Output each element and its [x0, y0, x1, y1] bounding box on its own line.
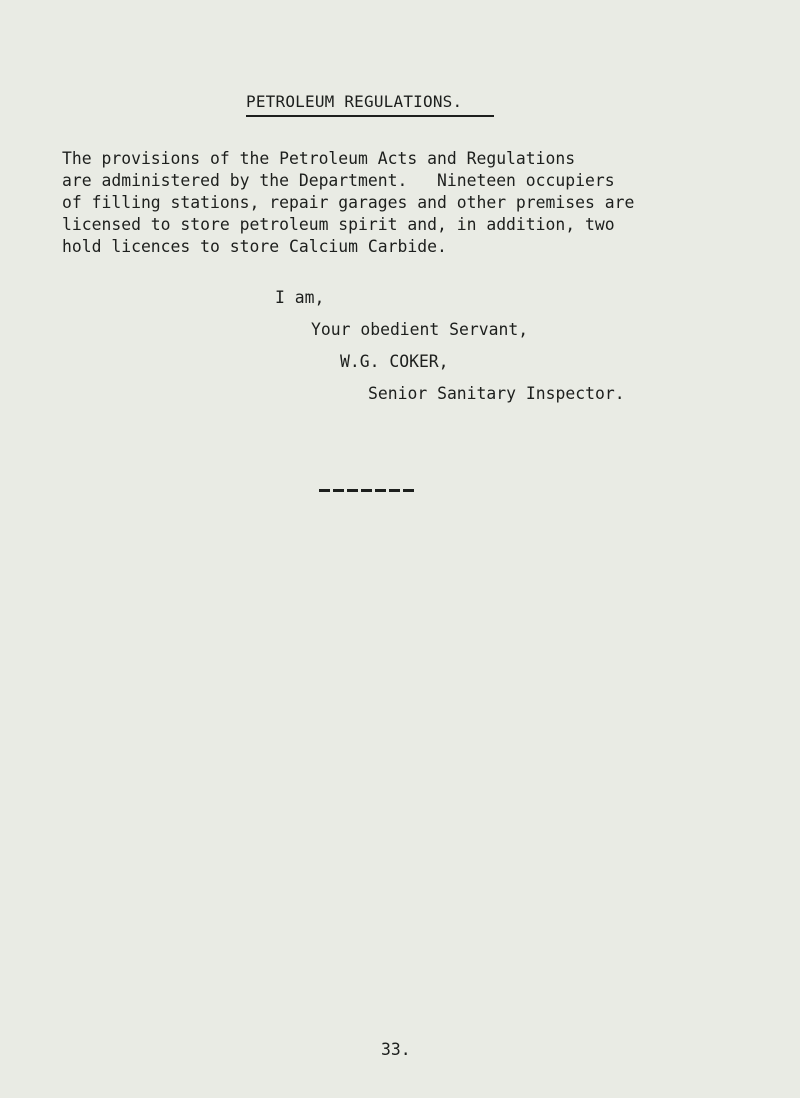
page-number: 33.	[381, 1040, 411, 1059]
signatory-name: W.G. COKER,	[340, 352, 449, 371]
paragraph-line: licensed to store petroleum spirit and, in addition, two	[62, 215, 615, 234]
heading-underline	[246, 115, 494, 117]
paragraph-line: are administered by the Department. Nineteen occupiers	[62, 171, 615, 190]
section-divider	[319, 489, 414, 492]
closing-salutation: I am,	[275, 288, 325, 307]
signatory-title: Senior Sanitary Inspector.	[368, 384, 625, 403]
document-heading: PETROLEUM REGULATIONS.	[246, 92, 463, 111]
body-paragraph	[62, 148, 742, 258]
paragraph-line: of filling stations, repair garages and other premises are	[62, 193, 635, 212]
closing-servant: Your obedient Servant,	[311, 320, 529, 339]
paragraph-line: hold licences to store Calcium Carbide.	[62, 237, 447, 256]
paragraph-line: The provisions of the Petroleum Acts and Regulations	[62, 149, 576, 168]
